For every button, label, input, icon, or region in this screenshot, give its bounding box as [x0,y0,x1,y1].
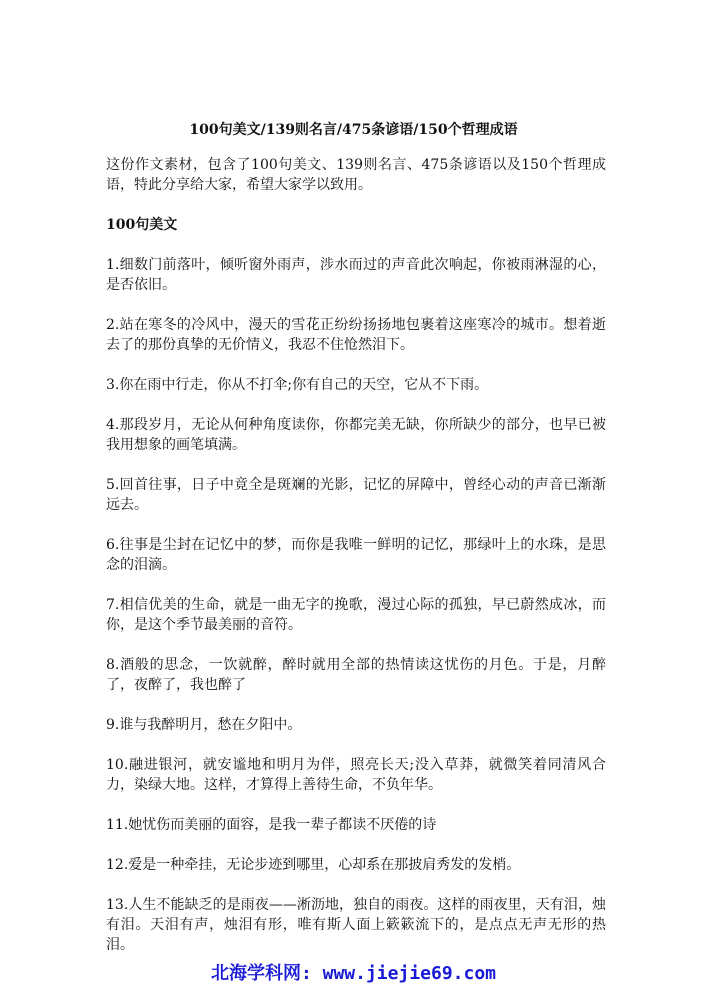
intro-paragraph: 这份作文素材，包含了100句美文、139则名言、475条谚语以及150个哲理成语，特此分享给大家，希望大家学以致用。 [106,157,606,193]
list-item: 6.往事是尘封在记忆中的梦，而你是我唯一鲜明的记忆，那绿叶上的水珠，是思念的泪滴。 [106,537,606,573]
list-item: 1.细数门前落叶，倾听窗外雨声，涉水而过的声音此次响起，你被雨淋湿的心，是否依旧。 [106,257,606,293]
list-item: 11.她忧伤而美丽的面容，是我一辈子都读不厌倦的诗 [106,817,437,833]
footer-watermark: 北海学科网: www.jiejie69.com [210,963,497,984]
document-body [106,155,606,975]
list-item: 7.相信优美的生命，就是一曲无字的挽歌，漫过心际的孤独，早已蔚然成冰，而你，是这个季节最美丽的音符。 [106,597,606,633]
list-item: 3.你在雨中行走，你从不打伞;你有自己的天空，它从不下雨。 [106,377,489,393]
list-item: 5.回首往事，日子中竟全是斑斓的光影，记忆的屏障中，曾经心动的声音已渐渐远去。 [106,477,606,513]
list-item: 9.谁与我醉明月，愁在夕阳中。 [106,717,302,733]
list-item: 8.酒般的思念，一饮就醉，醉时就用全部的热情读这忧伤的月色。于是，月醉了，夜醉了，我也醉了 [106,657,606,693]
section-heading: 100句美文 [106,217,178,233]
page-title: 100句美文/139则名言/475条谚语/150个哲理成语 [189,122,518,138]
list-item: 2.站在寒冬的冷风中，漫天的雪花正纷纷扬扬地包裹着这座寒冷的城市。想着逝去了的那份真挚的无价情义，我忍不住怆然泪下。 [106,317,606,353]
list-item: 13.人生不能缺乏的是雨夜——淅沥地，独自的雨夜。这样的雨夜里，天有泪，烛有泪。天泪有声，烛泪有形，唯有斯人面上簌簌流下的，是点点无声无形的热泪。 [106,897,606,953]
list-item: 12.爱是一种牵挂，无论步迹到哪里，心却系在那披肩秀发的发梢。 [106,857,521,873]
list-item: 10.融进银河，就安谧地和明月为伴，照亮长天;没入草莽，就微笑着同清风合力，染绿大地。这样，才算得上善待生命，不负年华。 [106,757,606,793]
list-item: 4.那段岁月，无论从何种角度读你，你都完美无缺，你所缺少的部分，也早已被我用想象的画笔填满。 [106,417,606,453]
